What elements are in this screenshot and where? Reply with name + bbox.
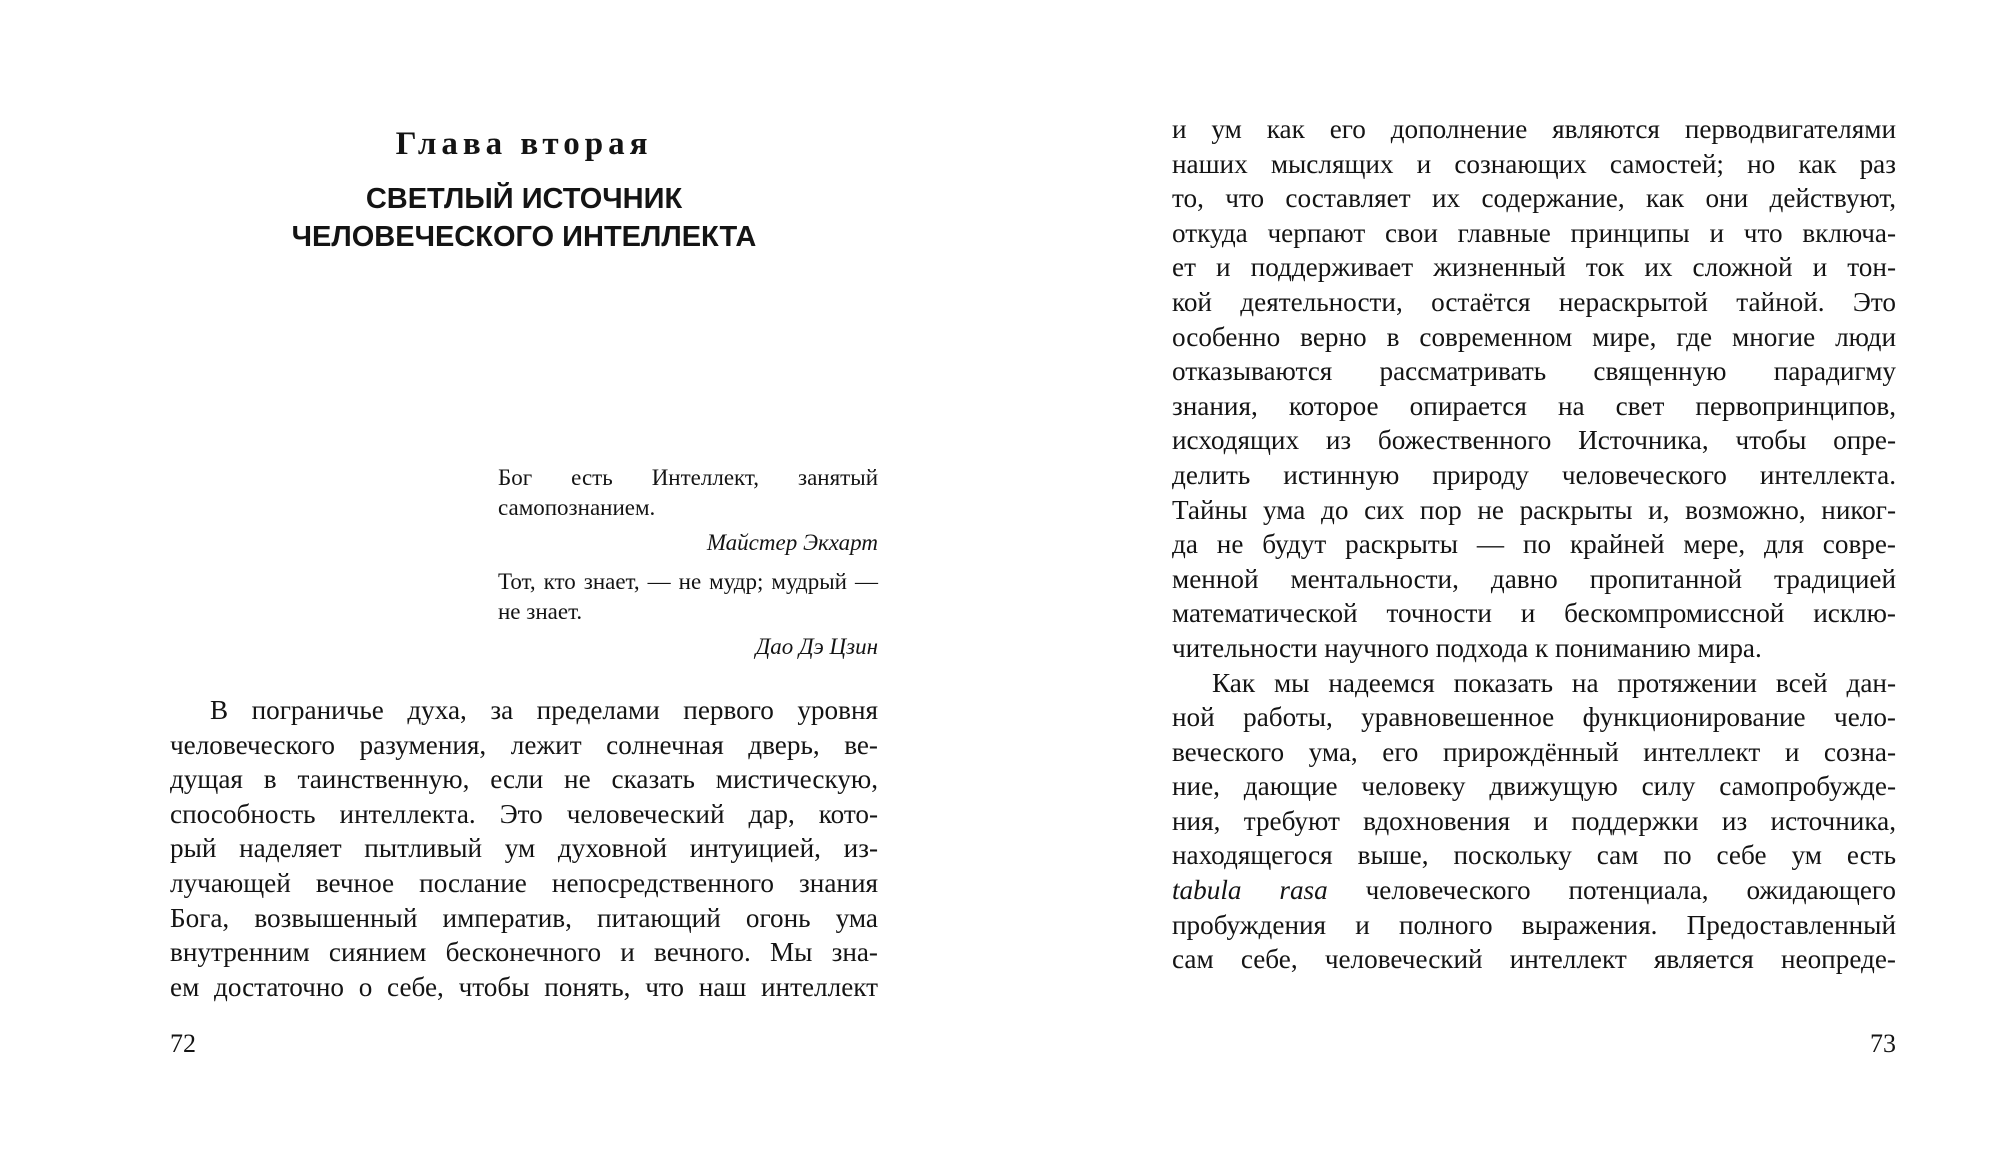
text-line: ет и поддерживает жизненный ток их сложной и тон-	[1172, 252, 1896, 283]
text-line: знания, которое опирается на свет первопринципов,	[1172, 390, 1896, 421]
text-line-rest: человеческого потенциала, ожидающего	[1327, 875, 1896, 906]
epigraph-author: Майстер Экхарт	[706, 530, 878, 555]
text-line: чительности научного подхода к пониманию мира.	[1172, 632, 1762, 663]
text-line: ние, дающие человеку движущую силу самопробужде-	[1172, 771, 1896, 802]
text-line: веческого ума, его прирождённый интеллект и созна-	[1172, 736, 1896, 767]
text-line: Тайны ума до сих пор не раскрыты и, возможно, никог-	[1172, 494, 1896, 525]
text-line: дущая в таинственную, если не сказать мистическую,	[170, 764, 878, 795]
italic-term: tabula rasa	[1172, 875, 1328, 906]
text-line: да не будут раскрыты — по крайней мере, для совре-	[1172, 529, 1896, 560]
text-line: и ум как его дополнение являются перводвигателями	[1172, 114, 1896, 144]
text-line: особенно верно в современном мире, где многие люди	[1172, 321, 1896, 352]
text-line: исходящих из божественного Источника, чтобы опре-	[1172, 425, 1896, 456]
text-line: рый наделяет пытливый ум духовной интуицией, из-	[170, 833, 878, 864]
chapter-title	[170, 180, 878, 256]
text-line: внутренним сиянием бесконечного и вечного. Мы зна-	[170, 937, 878, 968]
text-line: сам себе, человеческий интеллект является неопреде-	[1172, 944, 1896, 975]
text-line: кой деятельности, остаётся нераскрытой тайной. Это	[1172, 286, 1896, 317]
chapter-title-line: СВЕТЛЫЙ ИСТОЧНИК	[365, 183, 683, 215]
text-line: человеческого разумения, лежит солнечная дверь, ве-	[170, 729, 878, 760]
epigraph	[498, 463, 878, 558]
body-paragraph	[1172, 112, 1896, 977]
chapter-title-line: ЧЕЛОВЕЧЕСКОГО ИНТЕЛЛЕКТА	[291, 221, 757, 253]
epigraph	[498, 567, 878, 662]
page-number: 72	[170, 1029, 196, 1058]
text-line: делить истинную природу человеческого интеллекта.	[1172, 459, 1896, 490]
epigraph-quote: Бог есть Интеллект, занятый самопознанием.	[498, 465, 878, 520]
text-line: лучающей вечное послание непосредственного знания	[170, 867, 878, 898]
text-line-with-italic	[1172, 873, 1896, 908]
text-line: то, что составляет их содержание, как они действуют,	[1172, 183, 1896, 214]
text-line: В пограничье духа, за пределами первого уровня	[210, 695, 878, 725]
text-line: ем достаточно о себе, чтобы понять, что наш интеллект	[170, 971, 878, 1002]
text-line: менной ментальности, давно пропитанной традицией	[1172, 563, 1896, 594]
text-line: Бога, возвышенный императив, питающий огонь ума	[170, 902, 878, 933]
text-line: находящегося выше, поскольку сам по себе ум есть	[1172, 840, 1896, 871]
text-line: Как мы надеемся показать на протяжении всей дан-	[1212, 667, 1896, 698]
page-number: 73	[1870, 1029, 1896, 1058]
epigraph-quote: Тот, кто знает, — не мудр; мудрый — не знает.	[498, 569, 878, 624]
text-line: способность интеллекта. Это человеческий дар, кото-	[170, 798, 878, 829]
right-page	[1000, 0, 2000, 1175]
text-line: математической точности и бескомпромиссной исклю-	[1172, 598, 1896, 629]
text-line: ния, требуют вдохновения и поддержки из источника,	[1172, 805, 1896, 836]
chapter-label: Глава вторая	[395, 126, 653, 162]
body-paragraph	[170, 693, 878, 1004]
text-line: наших мыслящих и сознающих самостей; но как раз	[1172, 148, 1896, 179]
text-line: откуда черпают свои главные принципы и что включа-	[1172, 217, 1896, 248]
text-line: отказываются рассматривать священную парадигму	[1172, 356, 1896, 387]
epigraph-author: Дао Дэ Цзин	[755, 634, 878, 659]
text-line: ной работы, уравновешенное функционирование чело-	[1172, 702, 1896, 733]
text-line: пробуждения и полного выражения. Предоставленный	[1172, 909, 1896, 940]
